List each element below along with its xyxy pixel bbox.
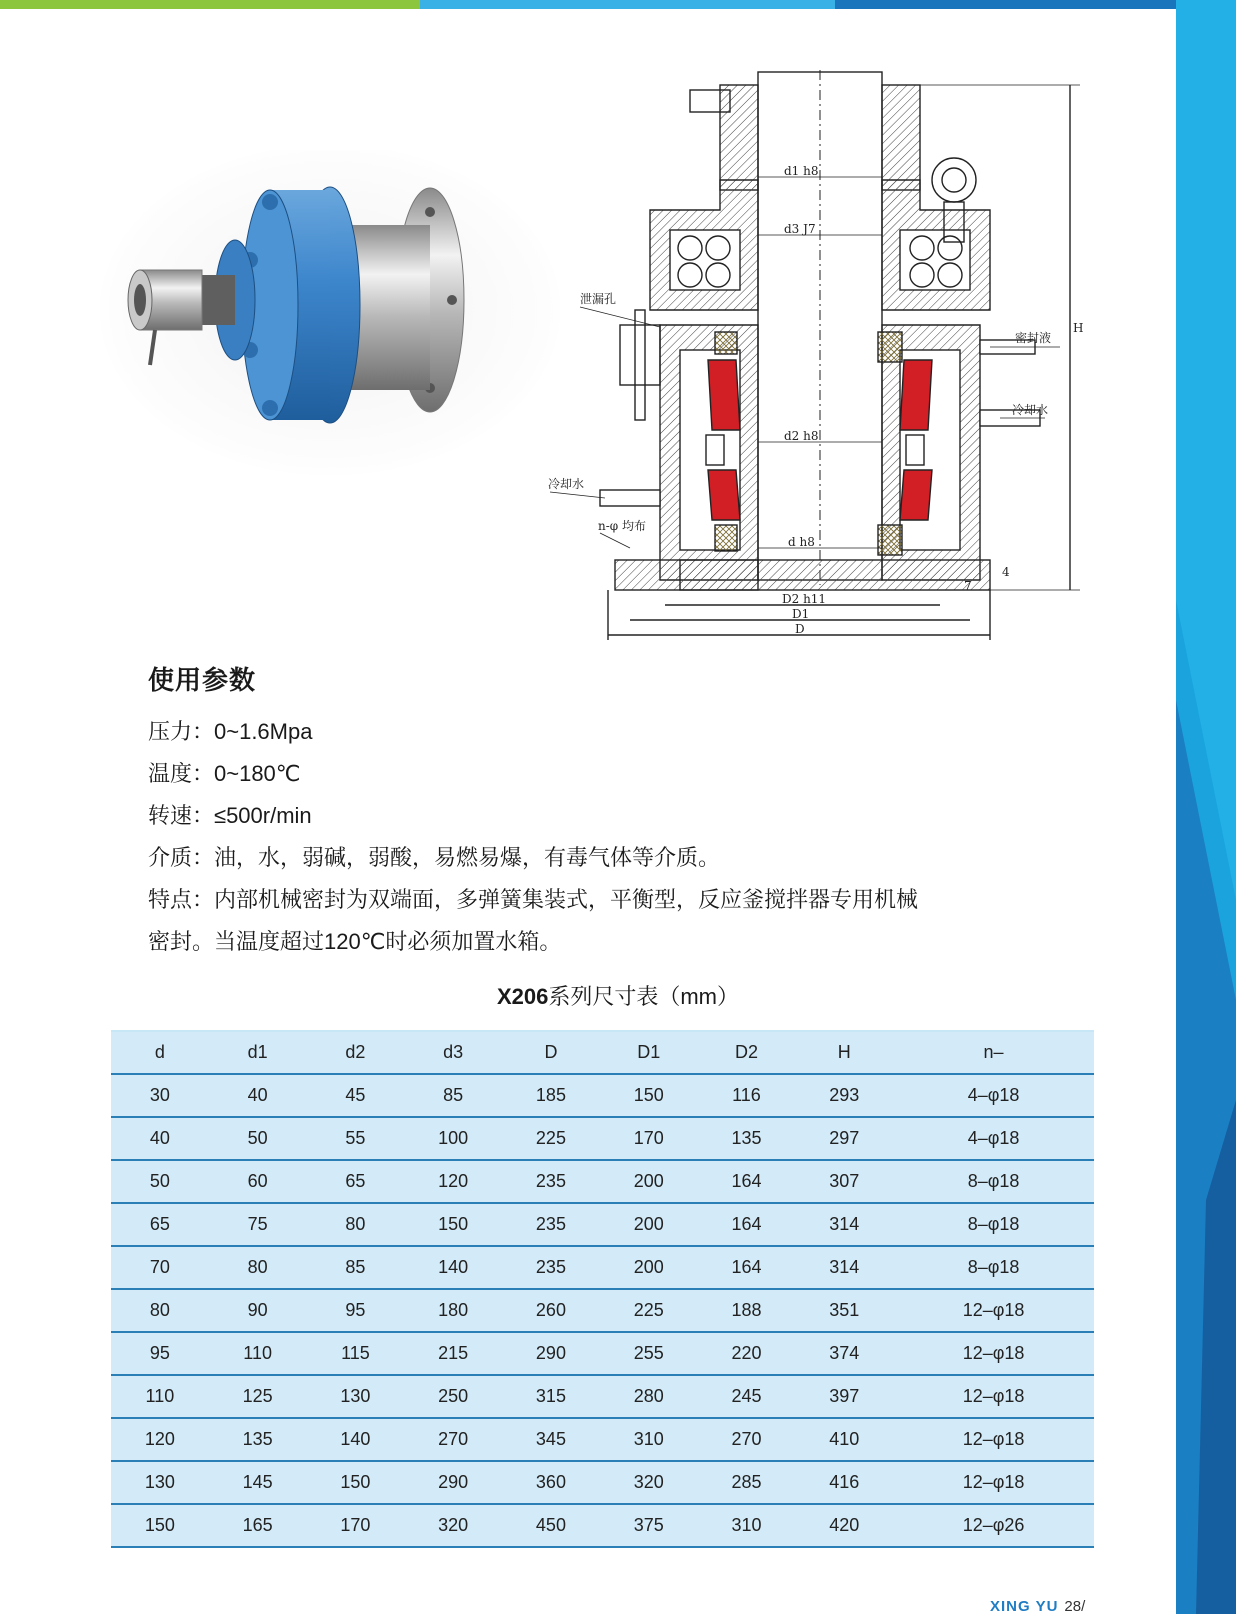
table-cell: 150 [404, 1203, 502, 1246]
table-cell: 12–φ18 [893, 1289, 1094, 1332]
table-cell: 110 [111, 1375, 209, 1418]
table-row [111, 1160, 1094, 1203]
header-cell: d [111, 1031, 209, 1074]
param-speed: 转速：≤500r/min [148, 803, 312, 828]
table-cell: 220 [698, 1332, 796, 1375]
table-cell: 314 [795, 1203, 893, 1246]
table-cell: 12–φ18 [893, 1332, 1094, 1375]
table-cell: 30 [111, 1074, 209, 1117]
table-cell: 280 [600, 1375, 698, 1418]
footer [990, 1598, 1085, 1615]
param-temperature: 温度：0~180℃ [148, 761, 301, 786]
footer-brand: XING YU [990, 1598, 1059, 1615]
table-cell: 225 [600, 1289, 698, 1332]
label-d: d h8 [788, 535, 815, 549]
page-number: 28/ [1064, 1598, 1086, 1615]
table-row [111, 1375, 1094, 1418]
table-row [111, 1332, 1094, 1375]
table-cell: 120 [111, 1418, 209, 1461]
table-cell: 225 [502, 1117, 600, 1160]
table-cell: 255 [600, 1332, 698, 1375]
table-cell: 50 [111, 1160, 209, 1203]
table-cell: 293 [795, 1074, 893, 1117]
table-title [0, 980, 1236, 1011]
table-header-row [111, 1031, 1094, 1074]
table-cell: 420 [795, 1504, 893, 1547]
table-cell: 140 [404, 1246, 502, 1289]
table-cell: 80 [111, 1289, 209, 1332]
table-title-rest: 系列尺寸表（mm） [548, 984, 740, 1009]
header-cell: D2 [698, 1031, 796, 1074]
table-cell: 250 [404, 1375, 502, 1418]
table-cell: 12–φ18 [893, 1461, 1094, 1504]
param-pressure: 压力：0~1.6Mpa [148, 719, 313, 744]
label-cooling-water-left: 冷却水 [548, 477, 585, 491]
table-row [111, 1117, 1094, 1160]
table-cell: 40 [209, 1074, 307, 1117]
table-row [111, 1289, 1094, 1332]
table-cell: 140 [307, 1418, 405, 1461]
table-body [111, 1074, 1094, 1547]
table-cell: 200 [600, 1246, 698, 1289]
table-cell: 310 [600, 1418, 698, 1461]
label-d1: d1 h8 [784, 164, 819, 178]
table-cell: 351 [795, 1289, 893, 1332]
label-dim-4: 4 [1002, 565, 1010, 579]
table-cell: 185 [502, 1074, 600, 1117]
table-cell: 270 [698, 1418, 796, 1461]
table-cell: 70 [111, 1246, 209, 1289]
table-row [111, 1418, 1094, 1461]
table-cell: 450 [502, 1504, 600, 1547]
table-cell: 80 [307, 1203, 405, 1246]
label-dim-7: 7 [964, 579, 972, 593]
table-cell: 410 [795, 1418, 893, 1461]
table-cell: 4–φ18 [893, 1074, 1094, 1117]
table-row [111, 1504, 1094, 1547]
table-cell: 120 [404, 1160, 502, 1203]
table-row [111, 1203, 1094, 1246]
table-cell: 374 [795, 1332, 893, 1375]
table-cell: 8–φ18 [893, 1160, 1094, 1203]
table-cell: 290 [404, 1461, 502, 1504]
table-cell: 75 [209, 1203, 307, 1246]
table-cell: 164 [698, 1203, 796, 1246]
label-d3: d3 J7 [784, 222, 816, 236]
table-cell: 375 [600, 1504, 698, 1547]
table-cell: 135 [209, 1418, 307, 1461]
decorative-sidebar [1176, 0, 1236, 1614]
table-cell: 150 [307, 1461, 405, 1504]
table-cell: 290 [502, 1332, 600, 1375]
top-bar-light-blue [420, 0, 835, 9]
table-cell: 164 [698, 1160, 796, 1203]
table-cell: 150 [111, 1504, 209, 1547]
table-cell: 200 [600, 1160, 698, 1203]
table-cell: 297 [795, 1117, 893, 1160]
table-cell: 55 [307, 1117, 405, 1160]
table-cell: 50 [209, 1117, 307, 1160]
table-cell: 60 [209, 1160, 307, 1203]
table-cell: 90 [209, 1289, 307, 1332]
label-D2: D2 h11 [782, 592, 827, 606]
table-cell: 164 [698, 1246, 796, 1289]
table-cell: 170 [307, 1504, 405, 1547]
label-leak-hole: 泄漏孔 [580, 292, 617, 306]
header-cell: D [502, 1031, 600, 1074]
top-color-bar [0, 0, 1176, 9]
table-cell: 235 [502, 1246, 600, 1289]
table-cell: 45 [307, 1074, 405, 1117]
table-cell: 130 [307, 1375, 405, 1418]
table-cell: 65 [307, 1160, 405, 1203]
table-cell: 116 [698, 1074, 796, 1117]
table-cell: 235 [502, 1203, 600, 1246]
top-bar-dark-blue [835, 0, 1176, 9]
table-cell: 125 [209, 1375, 307, 1418]
top-bar-green [0, 0, 420, 9]
table-cell: 135 [698, 1117, 796, 1160]
cross-section-drawing [540, 70, 1120, 670]
table-cell: 115 [307, 1332, 405, 1375]
header-cell: H [795, 1031, 893, 1074]
table-cell: 80 [209, 1246, 307, 1289]
params-heading: 使用参数 [148, 665, 257, 695]
table-cell: 260 [502, 1289, 600, 1332]
table-cell: 285 [698, 1461, 796, 1504]
table-cell: 85 [404, 1074, 502, 1117]
table-cell: 150 [600, 1074, 698, 1117]
table-cell: 307 [795, 1160, 893, 1203]
table-cell: 40 [111, 1117, 209, 1160]
product-photo [100, 150, 560, 480]
table-cell: 95 [111, 1332, 209, 1375]
table-cell: 245 [698, 1375, 796, 1418]
table-row [111, 1074, 1094, 1117]
table-cell: 12–φ26 [893, 1504, 1094, 1547]
table-cell: 315 [502, 1375, 600, 1418]
header-cell: d2 [307, 1031, 405, 1074]
table-cell: 65 [111, 1203, 209, 1246]
label-cooling-water-right: 冷却水 [1012, 403, 1049, 417]
header-cell: n– [893, 1031, 1094, 1074]
table-cell: 215 [404, 1332, 502, 1375]
table-cell: 12–φ18 [893, 1375, 1094, 1418]
table-cell: 270 [404, 1418, 502, 1461]
table-cell: 8–φ18 [893, 1203, 1094, 1246]
label-holes: n-φ 均布 [598, 519, 647, 533]
table-cell: 235 [502, 1160, 600, 1203]
header-cell: D1 [600, 1031, 698, 1074]
label-D: D [795, 622, 805, 636]
table-cell: 188 [698, 1289, 796, 1332]
table-cell: 12–φ18 [893, 1418, 1094, 1461]
table-cell: 320 [600, 1461, 698, 1504]
usage-parameters [148, 660, 1088, 963]
table-cell: 170 [600, 1117, 698, 1160]
table-cell: 180 [404, 1289, 502, 1332]
label-d2: d2 h8 [784, 429, 819, 443]
header-cell: d3 [404, 1031, 502, 1074]
table-cell: 85 [307, 1246, 405, 1289]
dimension-table [111, 1030, 1094, 1548]
table-cell: 110 [209, 1332, 307, 1375]
table-cell: 360 [502, 1461, 600, 1504]
table-title-series: X206 [496, 984, 549, 1009]
table-cell: 100 [404, 1117, 502, 1160]
table-cell: 165 [209, 1504, 307, 1547]
table-cell: 314 [795, 1246, 893, 1289]
table-cell: 200 [600, 1203, 698, 1246]
table-cell: 130 [111, 1461, 209, 1504]
label-D1: D1 [792, 607, 810, 621]
table-row [111, 1461, 1094, 1504]
param-features: 特点：内部机械密封为双端面，多弹簧集装式，平衡型，反应釜搅拌器专用机械 [148, 887, 919, 912]
table-cell: 416 [795, 1461, 893, 1504]
param-medium: 介质：油，水，弱碱，弱酸，易燃易爆，有毒气体等介质。 [148, 845, 721, 870]
table-row [111, 1246, 1094, 1289]
label-H: H [1073, 321, 1084, 335]
table-cell: 8–φ18 [893, 1246, 1094, 1289]
label-seal-fluid: 密封液 [1015, 331, 1052, 345]
table-cell: 145 [209, 1461, 307, 1504]
param-features-cont: 密封。当温度超过120℃时必须加置水箱。 [148, 929, 562, 954]
table-cell: 397 [795, 1375, 893, 1418]
header-cell: d1 [209, 1031, 307, 1074]
table-cell: 320 [404, 1504, 502, 1547]
table-cell: 95 [307, 1289, 405, 1332]
table-cell: 4–φ18 [893, 1117, 1094, 1160]
table-cell: 345 [502, 1418, 600, 1461]
table-cell: 310 [698, 1504, 796, 1547]
